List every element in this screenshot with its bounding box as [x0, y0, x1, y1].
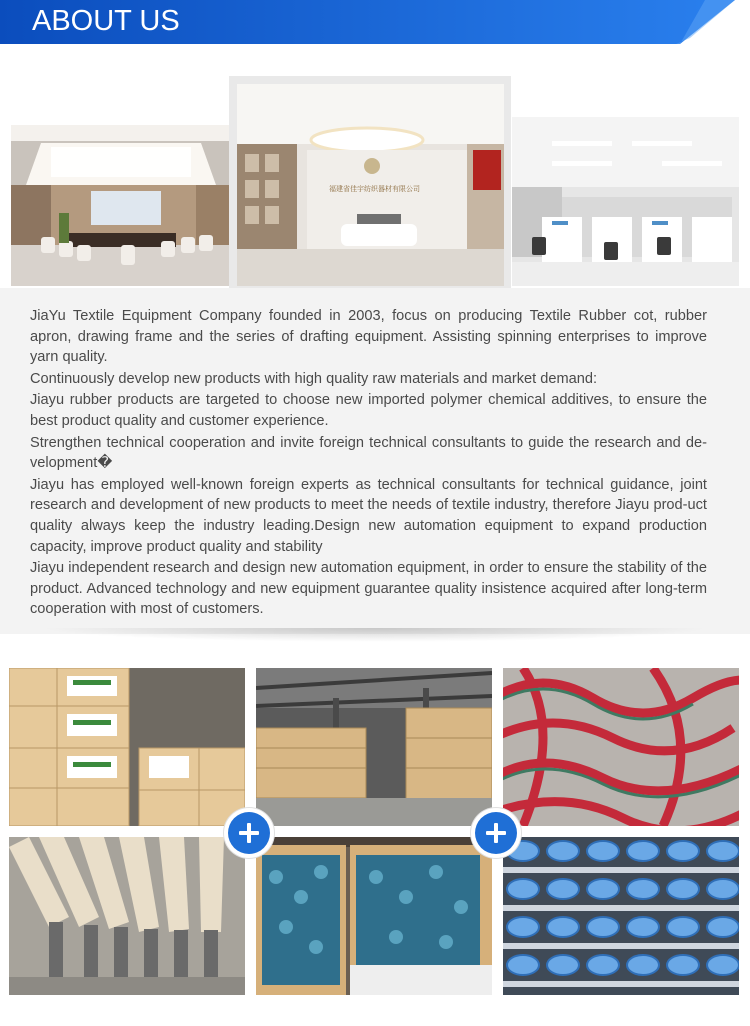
card-shadow — [40, 628, 710, 642]
about-paragraph: Jiayu independent research and design new automation equipment, in order to ensure the stability of the product. Advanced technology and new equipment guarantee quality insistence acquired after long-term cooperation with most of customers. — [30, 560, 707, 618]
reception-lobby-photo — [237, 84, 504, 286]
blue-cots-crates-photo — [256, 837, 492, 995]
packaged-boxes-photo — [9, 668, 245, 826]
page-title: ABOUT US — [32, 5, 180, 37]
warehouse-photo — [256, 668, 492, 826]
blue-tubes-photo — [503, 837, 739, 995]
section-header-banner — [0, 0, 750, 44]
about-text-block — [30, 306, 707, 621]
red-aprons-photo — [503, 668, 739, 826]
plus-icon — [228, 812, 270, 854]
about-paragraph: Jiayu rubber products are targeted to choose new imported polymer chemical additives, to ensure the best product quality and customer experience. — [30, 392, 707, 429]
office-workspace-photo — [512, 117, 739, 286]
rollers-photo — [9, 837, 245, 995]
plus-icon — [475, 812, 517, 854]
about-paragraph: Continuously develop new products with high quality raw materials and market demand: — [30, 370, 598, 387]
expand-gallery-button[interactable] — [224, 808, 274, 858]
about-paragraph: Jiayu has employed well-known foreign experts as technical consultants for technical guidance, joint research and development of new products to meet the needs of textile industry, therefore Jiayu prod-uct quality always keep the industry leading.Design new automation equipment to expand production capacity, improve product quality and stability — [30, 476, 707, 555]
conference-room-photo — [11, 125, 229, 286]
expand-gallery-button[interactable] — [471, 808, 521, 858]
about-paragraph: JiaYu Textile Equipment Company founded in 2003, focus on producing Textile Rubber cot, rubber apron, drawing frame and the series of drafting equipment. Assisting spinning enterprises to improve yarn quality. — [30, 308, 707, 366]
svg-text:福建省佳宇纺织器材有限公司: 福建省佳宇纺织器材有限公司 — [329, 185, 420, 193]
about-paragraph: Strengthen technical cooperation and invite foreign technical consultants to guide the research and de-velopment� — [30, 434, 707, 472]
